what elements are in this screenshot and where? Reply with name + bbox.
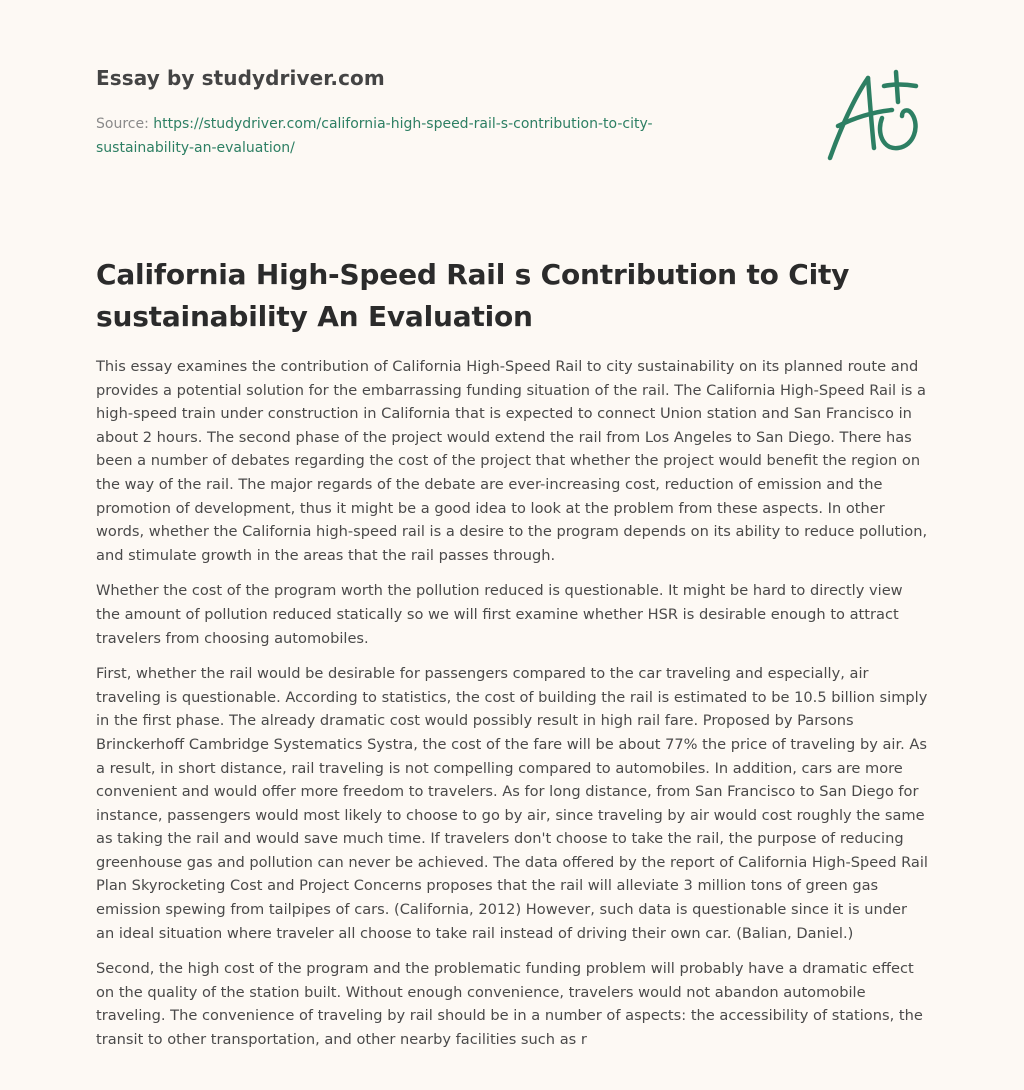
essay-title: California High-Speed Rail s Contribution to City sustainability An Evaluation (96, 258, 850, 333)
source-label: Source: (96, 116, 154, 132)
paragraph: This essay examines the contribution of California High-Speed Rail to city sustainability on its planned route and provides a potential solution for the embarrassing funding situation of the rail. The California High-Speed Rail is a high-speed train under construction in California that is expected to connect Union station and San Francisco in about 2 hours. The second phase of the project would extend the rail from Los Angeles to San Diego. There has been a number of debates regarding the cost of the project that whether the project would benefit the region on the way of the rail. The major regards of the debate are ever-increasing cost, reduction of emission and the promotion of development, thus it might be a good idea to look at the problem from these aspects. In other words, whether the California high-speed rail is a desire to the program depends on its ability to reduce pollution, and stimulate growth in the areas that the rail passes through. (96, 358, 928, 564)
source-line (96, 112, 736, 160)
site-brand: Essay by studydriver.com (96, 66, 385, 90)
paragraph: Whether the cost of the program worth the pollution reduced is questionable. It might be hard to directly view the amount of pollution reduced statically so we will first examine whether HSR is desirable enough to attract travelers from choosing automobiles. (96, 582, 903, 647)
paragraph: Second, the high cost of the program and the problematic funding problem will probably have a dramatic effect on the quality of the station built. Without enough convenience, travelers would not abandon automobile traveling. The convenience of traveling by rail should be in a number of aspects: the accessibility of stations, the transit to other transportation, and other nearby facilities such as r (96, 960, 923, 1049)
a-plus-logo-icon (822, 68, 926, 164)
source-link[interactable]: https://studydriver.com/california-high-speed-rail-s-contribution-to-city-sustainability-an-evaluation/ (96, 116, 653, 156)
paragraph: First, whether the rail would be desirable for passengers compared to the car traveling and especially, air traveling is questionable. According to statistics, the cost of building the rail is estimated to be 10.5 billion simply in the first phase. The already dramatic cost would possibly result in high rail fare. Proposed by Parsons Brinckerhoff Cambridge Systematics Systra, the cost of the fare will be about 77% the price of traveling by air. As a result, in short distance, rail traveling is not compelling compared to automobiles. In addition, cars are more convenient and would offer more freedom to travelers. As for long distance, from San Francisco to San Diego for instance, passengers would most likely to choose to go by air, since traveling by air would cost roughly the same as taking the rail and would save much time. If travelers don't choose to take the rail, the purpose of reducing greenhouse gas and pollution can never be achieved. The data offered by the report of California High-Speed Rail Plan Skyrocketing Cost and Project Concerns proposes that the rail will alleviate 3 million tons of green gas emission spewing from tailpipes of cars. (California, 2012) However, such data is questionable since it is under an ideal situation where traveler all choose to take rail instead of driving their own car. (Balian, Daniel.) (96, 665, 928, 942)
essay-body (96, 355, 928, 1064)
